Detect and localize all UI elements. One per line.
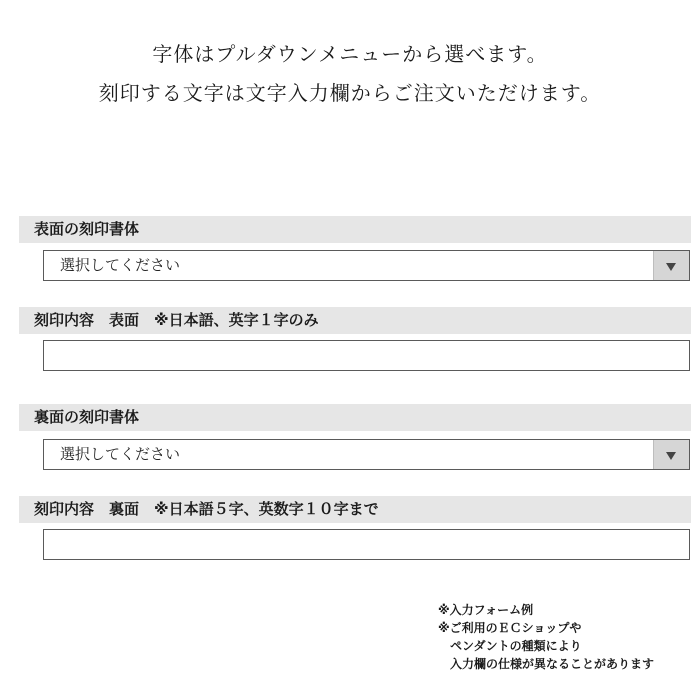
intro-line-1: 字体はプルダウンメニューから選べます。 (152, 42, 548, 66)
back-font-label: 裏面の刻印書体 (19, 404, 691, 431)
back-font-select-value: 選択してください (60, 445, 181, 463)
front-font-select[interactable] (43, 250, 690, 281)
note-line: ※ご利用のＥＣショップや (438, 621, 582, 635)
note-line: 入力欄の仕様が異なることがあります (438, 657, 655, 671)
note-line: ※入力フォーム例 (438, 603, 534, 617)
front-text-label: 刻印内容 表面 ※日本語、英字１字のみ (19, 307, 691, 334)
back-text-input[interactable] (43, 529, 690, 560)
chevron-down-icon (666, 452, 676, 460)
front-font-label: 表面の刻印書体 (19, 216, 691, 243)
back-text-label: 刻印内容 裏面 ※日本語５字、英数字１０字まで (19, 496, 691, 523)
form-notes (438, 601, 654, 673)
back-font-select[interactable] (43, 439, 690, 470)
front-font-select-value: 選択してください (60, 256, 181, 274)
front-text-input[interactable] (43, 340, 690, 371)
back-font-dropdown-button[interactable] (653, 440, 689, 469)
front-font-dropdown-button[interactable] (653, 251, 689, 280)
intro-line-2: 刻印する文字は文字入力欄からご注文いただけます。 (98, 81, 602, 105)
note-line: ペンダントの種類により (438, 639, 582, 653)
chevron-down-icon (666, 263, 676, 271)
